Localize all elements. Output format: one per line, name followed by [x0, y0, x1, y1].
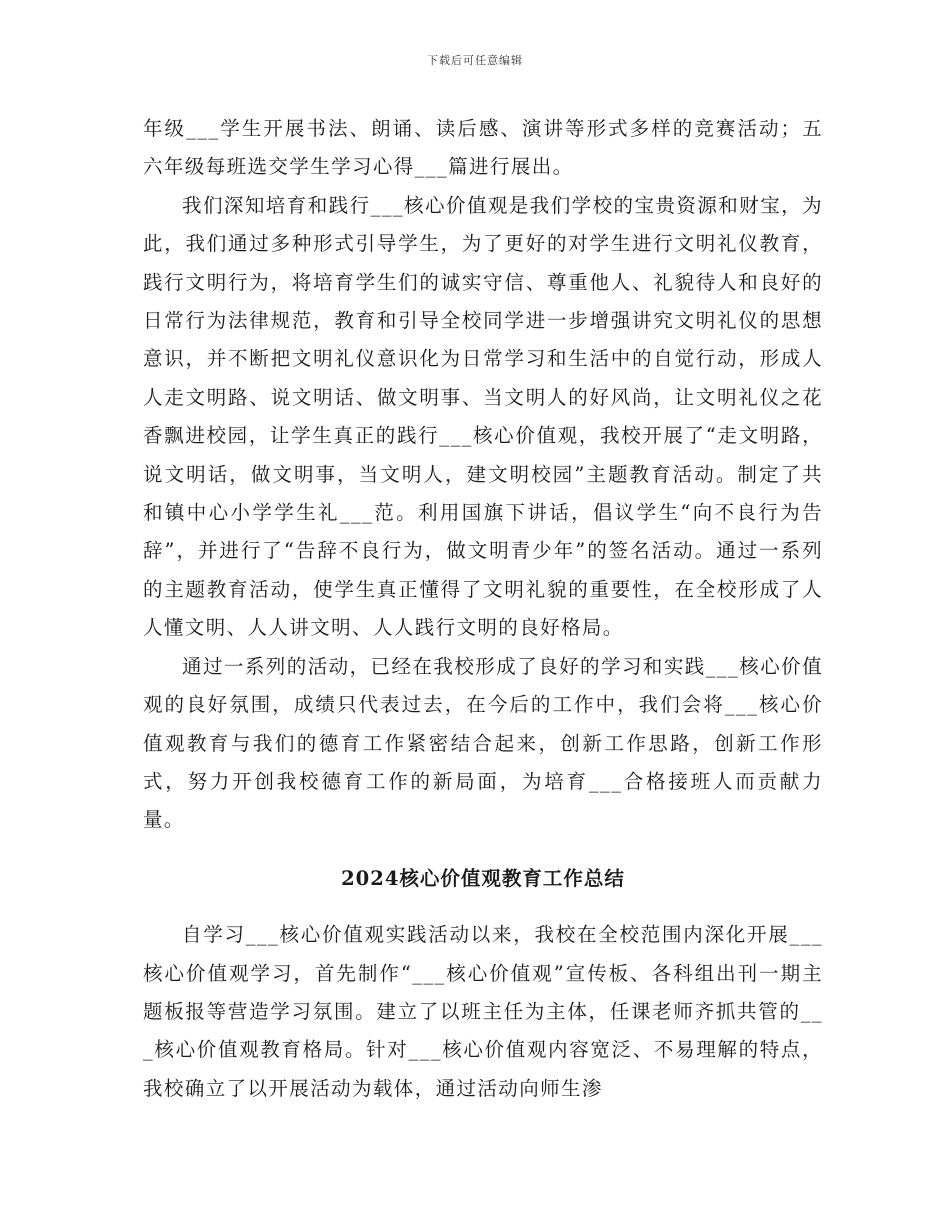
section-title: 2024核心价值观教育工作总结 — [341, 866, 625, 890]
paragraph-conclusion: 通过一系列的活动，已经在我校形成了良好的学习和实践___核心价值观的良好氛围，成绩只代表过去，在今后的工作中，我们会将___核心价值观教育与我们的德育工作紧密结合起来，创新工作思路，创新工作形式，努力开创我校德育工作的新局面，为培育___合格接班人而贡献力量。 — [143, 654, 823, 832]
document-body — [143, 110, 823, 1108]
page-header-note: 下载后可任意编辑 — [427, 54, 523, 67]
paragraph-summary-intro: 自学习___核心价值观实践活动以来，我校在全校范围内深化开展___核心价值观学习，首先制作“___核心价值观”宣传板、各科组出刊一期主题板报等营造学习氛围。建立了以班主任为主体，任课老师齐抓共管的___核心价值观教育格局。针对___核心价值观内容宽泛、不易理解的特点，我校确立了以开展活动为载体，通过活动向师生渗 — [143, 923, 823, 1100]
paragraph-continuation: 年级___学生开展书法、朗诵、读后感、演讲等形式多样的竞赛活动；五六年级每班选交学生学习心得___篇进行展出。 — [143, 117, 823, 179]
paragraph-civility-education: 我们深知培育和践行___核心价值观是我们学校的宝贵资源和财宝，为此，我们通过多种形式引导学生，为了更好的对学生进行文明礼仪教育，践行文明行为，将培育学生们的诚实守信、尊重他人、礼貌待人和良好的日常行为法律规范，教育和引导全校同学进一步增强讲究文明礼仪的思想意识，并不断把文明礼仪意识化为日常学习和生活中的自觉行动，形成人人走文明路、说文明话、做文明事、当文明人的好风尚，让文明礼仪之花香飘进校园，让学生真正的践行___核心价值观，我校开展了“走文明路，说文明话，做文明事，当文明人，建文明校园”主题教育活动。制定了共和镇中心小学学生礼___范。利用国旗下讲话，倡议学生“向不良行为告辞”，并进行了“告辞不良行为，做文明青少年”的签名活动。通过一系列的主题教育活动，使学生真正懂得了文明礼貌的重要性，在全校形成了人人懂文明、人人讲文明、人人践行文明的良好格局。 — [143, 193, 823, 640]
